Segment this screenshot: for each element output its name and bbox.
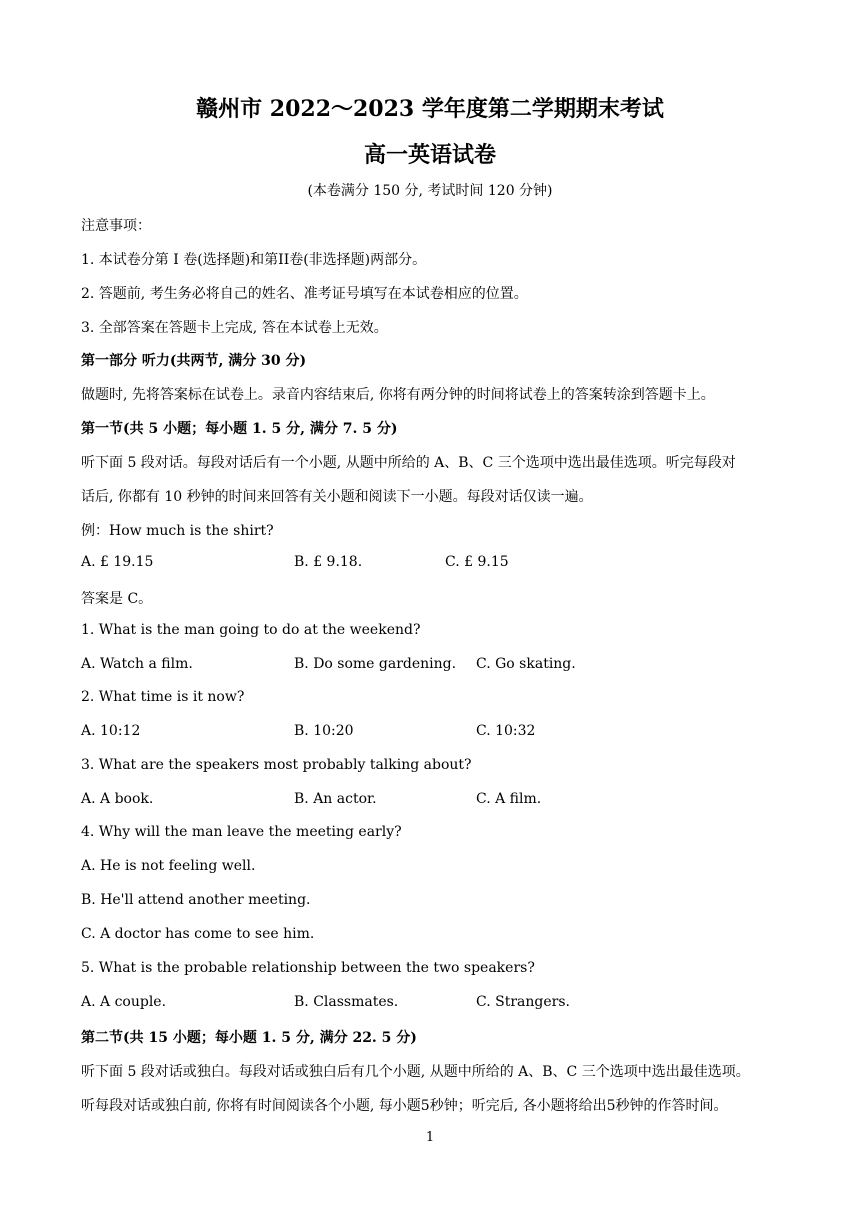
question-4: 4. Why will the man leave the meeting early? <box>81 824 402 840</box>
example-option-b: B. £ 9.18. <box>294 554 363 570</box>
question-3: 3. What are the speakers most probably talking about? <box>81 757 472 773</box>
exam-score-time-note: (本卷满分 150 分, 考试时间 120 分钟) <box>307 183 553 199</box>
question-1-option-a: A. Watch a film. <box>81 656 193 672</box>
section2-heading: 第二节(共 15 小题；每小题 1. 5 分, 满分 22. 5 分) <box>81 1030 417 1046</box>
question-2-option-a: A. 10:12 <box>81 723 141 739</box>
section2-intro-line2: 听每段对话或独白前, 你将有时间阅读各个小题, 每小题5秒钟；听完后, 各小题将给出5秒钟的作答时间。 <box>81 1098 728 1114</box>
question-5-option-a: A. A couple. <box>81 994 167 1010</box>
question-3-option-a: A. A book. <box>81 791 154 807</box>
question-3-option-c: C. A film. <box>476 791 542 807</box>
example-question: 例：How much is the shirt? <box>81 523 274 539</box>
section1-heading: 第一节(共 5 小题；每小题 1. 5 分, 满分 7. 5 分) <box>81 421 398 437</box>
question-2-option-c: C. 10:32 <box>476 723 536 739</box>
question-2-option-b: B. 10:20 <box>294 723 354 739</box>
section1-intro-line1: 听下面 5 段对话。每段对话后有一个小题, 从题中所给的 A、B、C 三个选项中选出最佳选项。听完每段对 <box>81 455 736 471</box>
question-1: 1. What is the man going to do at the weekend? <box>81 622 421 638</box>
question-3-option-b: B. An actor. <box>294 791 377 807</box>
page-number: 1 <box>425 1130 435 1145</box>
question-1-option-b: B. Do some gardening. <box>294 656 457 672</box>
exam-subject-title: 高一英语试卷 <box>363 142 496 168</box>
example-option-a: A. £ 19.15 <box>81 554 154 570</box>
section2-intro-line1: 听下面 5 段对话或独白。每段对话或独白后有几个小题, 从题中所给的 A、B、C 三个选项中选出最佳选项。 <box>81 1064 750 1080</box>
part1-intro: 做题时, 先将答案标在试卷上。录音内容结束后, 你将有两分钟的时间将试卷上的答案转涂到答题卡上。 <box>81 387 715 403</box>
notice-heading: 注意事项： <box>81 218 151 234</box>
section1-intro-line2: 话后, 你都有 10 秒钟的时间来回答有关小题和阅读下一小题。每段对话仅读一遍。 <box>81 489 593 505</box>
question-4-option-a: A. He is not feeling well. <box>81 858 256 874</box>
question-1-option-c: C. Go skating. <box>476 656 576 672</box>
question-5: 5. What is the probable relationship between the two speakers? <box>81 960 535 976</box>
notice-item-3: 3. 全部答案在答题卡上完成, 答在本试卷上无效。 <box>81 320 388 336</box>
notice-item-1: 1. 本试卷分第 I 卷(选择题)和第II卷(非选择题)两部分。 <box>81 252 427 268</box>
notice-item-2: 2. 答题前, 考生务必将自己的姓名、准考证号填写在本试卷相应的位置。 <box>81 286 528 302</box>
question-5-option-c: C. Strangers. <box>476 994 570 1010</box>
question-4-option-c: C. A doctor has come to see him. <box>81 926 315 942</box>
example-option-c: C. £ 9.15 <box>445 554 509 570</box>
part1-heading: 第一部分 听力(共两节, 满分 30 分) <box>81 353 307 369</box>
question-2: 2. What time is it now? <box>81 689 245 705</box>
exam-title: 赣州市 2022～2023 学年度第二学期期末考试 <box>196 96 664 122</box>
question-4-option-b: B. He'll attend another meeting. <box>81 892 311 908</box>
example-answer: 答案是 C。 <box>81 591 153 607</box>
question-5-option-b: B. Classmates. <box>294 994 399 1010</box>
